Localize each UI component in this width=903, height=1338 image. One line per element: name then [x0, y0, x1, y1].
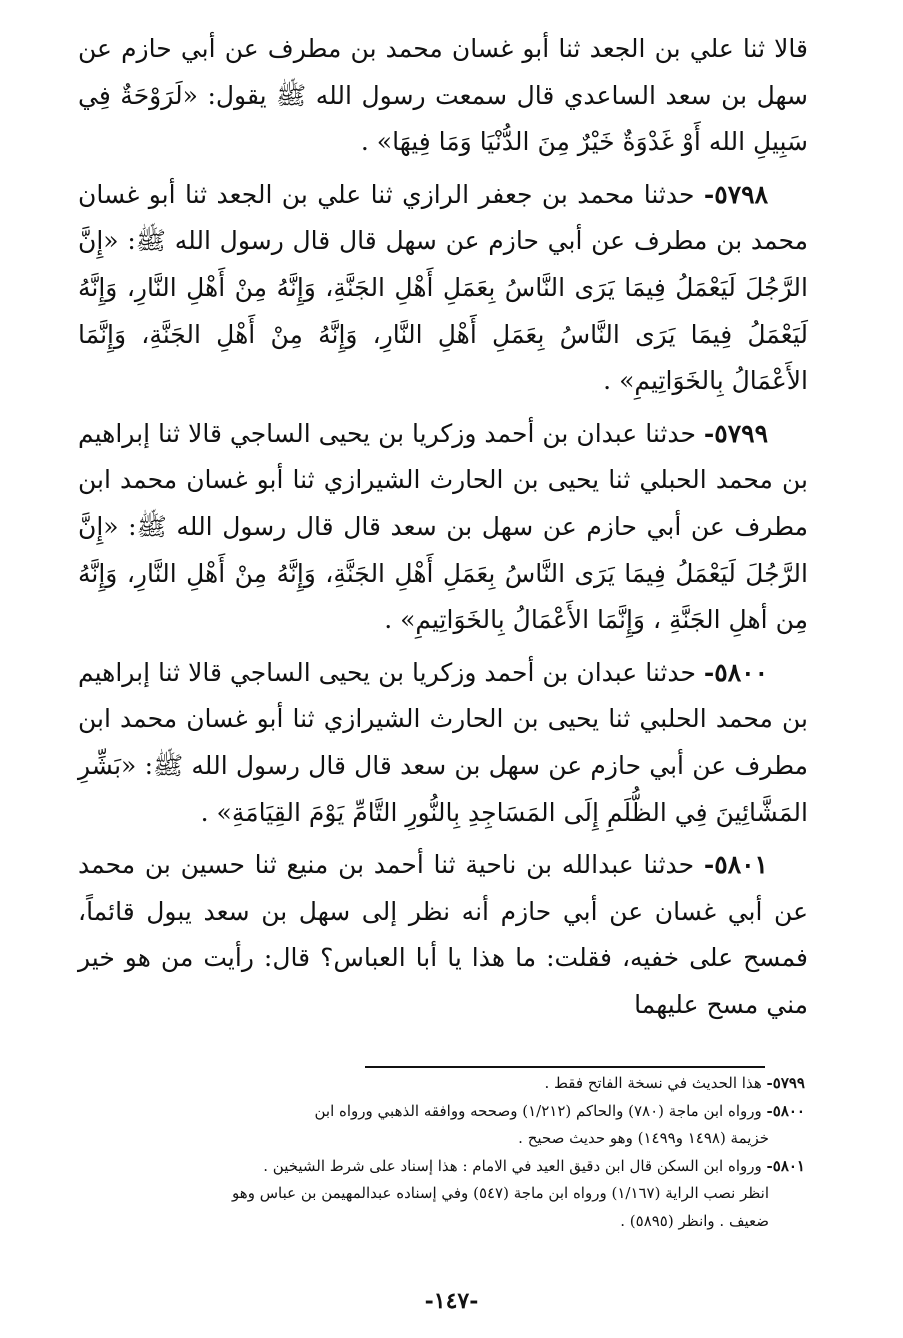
footnote-text: ضعيف . وانظر (٥٨٩٥) .	[620, 1211, 769, 1230]
text-line: سَبِيلِ الله أَوْ غَدْوَةٌ خَيْرٌ مِنَ الدُّنْيَا وَمَا فِيهَا» .	[360, 127, 808, 157]
footnote-text: خزيمة (١٤٩٨ و١٤٩٩) وهو حديث صحيح .	[518, 1129, 769, 1147]
hadith-text: حدثنا عبدان بن أحمد وزكريا بن يحيى الساجي قالا ثنا إبراهيم بن محمد الحلبي ثنا يحيى بن الحارث الشيرازي ثنا أبو غسان محمد ابن مطرف عن أبي حازم عن سهل بن سعد قال قال رسول الله ﷺ: «بَشِّرِ المَشَّائِينَ فِي الظُّلَمِ إِلَى المَسَاجِدِ بِالنُّورِ التَّامِّ يَوْمَ القِيَامَةِ» .	[78, 657, 808, 827]
hadith-number: ٥٧٩٩-	[703, 418, 768, 448]
page-number: -١٤٧-	[424, 1288, 479, 1314]
footnote-number: ٥٨٠٠-	[766, 1101, 805, 1120]
footnote-5801-continued	[100, 1180, 805, 1208]
footnote-5801-continued	[100, 1208, 805, 1236]
main-text	[78, 26, 808, 1028]
footnote-text: ورواه ابن السكن قال ابن دقيق العيد في الامام : هذا إسناد على شرط الشيخين .	[263, 1156, 762, 1175]
hadith-5798	[78, 172, 808, 405]
hadith-text: حدثنا عبدالله بن ناحية ثنا أحمد بن منيع ثنا حسين بن محمد عن أبي غسان عن أبي حازم أنه نظر إلى سهل بن سعد يبول قائماً، فمسح على خفيه، فقلت: ما هذا يا أبا العباس؟ قال: رأيت من هو خير مني مسح عليهما	[78, 850, 808, 1019]
hadith-5800	[78, 650, 808, 836]
footnote-5799	[100, 1070, 805, 1098]
hadith-number: ٥٧٩٨-	[703, 179, 769, 209]
hadith-number: ٥٨٠١-	[703, 850, 768, 880]
footnote-text: ورواه ابن ماجة (٧٨٠) والحاكم (١/٢١٢) وصححه ووافقه الذهبي ورواه ابن	[314, 1101, 762, 1120]
text-line: سهل بن سعد الساعدي قال سمعت رسول الله ﷺ يقول: «لَرَوْحَةٌ فِي	[78, 80, 808, 110]
footnote-5800	[100, 1098, 805, 1126]
footnotes	[100, 1070, 805, 1235]
hadith-5799	[78, 411, 808, 644]
footnote-text: هذا الحديث في نسخة الفاتح فقط .	[544, 1074, 762, 1092]
footnote-text: انظر نصب الراية (١/١٦٧) ورواه ابن ماجة (٥٤٧) وفي إسناده عبدالمهيمن بن عباس وهو	[232, 1184, 769, 1202]
hadith-5801	[78, 842, 808, 1028]
footnote-5800-continued	[100, 1125, 805, 1153]
continuation-paragraph	[78, 26, 808, 166]
footnote-number: ٥٧٩٩-	[766, 1074, 805, 1092]
hadith-text: حدثنا محمد بن جعفر الرازي ثنا علي بن الجعد ثنا أبو غسان محمد بن مطرف عن أبي حازم عن سهل قال قال رسول الله ﷺ: «إِنَّ الرَّجُلَ لَيَعْمَلُ فِيمَا يَرَى النَّاسُ بِعَمَلِ أَهْلِ الجَنَّةِ، وَإِنَّهُ مِنْ أَهْلِ النَّارِ، وَإِنَّهُ لَيَعْمَلُ فِيمَا يَرَى النَّاسُ بِعَمَلِ أَهْلِ النَّارِ، وَإِنَّهُ مِنْ أَهْلِ الجَنَّةِ، وَإِنَّمَا الأَعْمَالُ بِالخَوَاتِيمِ» .	[78, 179, 808, 396]
hadith-number: ٥٨٠٠-	[703, 657, 768, 687]
footnote-5801	[100, 1153, 805, 1181]
hadith-text: حدثنا عبدان بن أحمد وزكريا بن يحيى الساجي قالا ثنا إبراهيم بن محمد الحبلي ثنا يحيى بن الحارث الشيرازي ثنا أبو غسان محمد ابن مطرف عن أبي حازم عن سهل بن سعد قال قال رسول الله ﷺ: «إِنَّ الرَّجُلَ لَيَعْمَلُ فِيمَا يَرَى النَّاسُ بِعَمَلِ أَهْلِ الجَنَّةِ، وَإِنَّهُ مِنْ أَهْلِ النَّارِ، وَإِنَّهُ مِن أهلِ الجَنَّةِ ، وَإِنَّمَا الأَعْمَالُ بِالخَوَاتِيمِ» .	[78, 418, 808, 635]
footnote-number: ٥٨٠١-	[766, 1156, 805, 1175]
text-line: قالا ثنا علي بن الجعد ثنا أبو غسان محمد بن مطرف عن أبي حازم عن	[78, 34, 808, 63]
footnote-separator	[365, 1066, 765, 1068]
